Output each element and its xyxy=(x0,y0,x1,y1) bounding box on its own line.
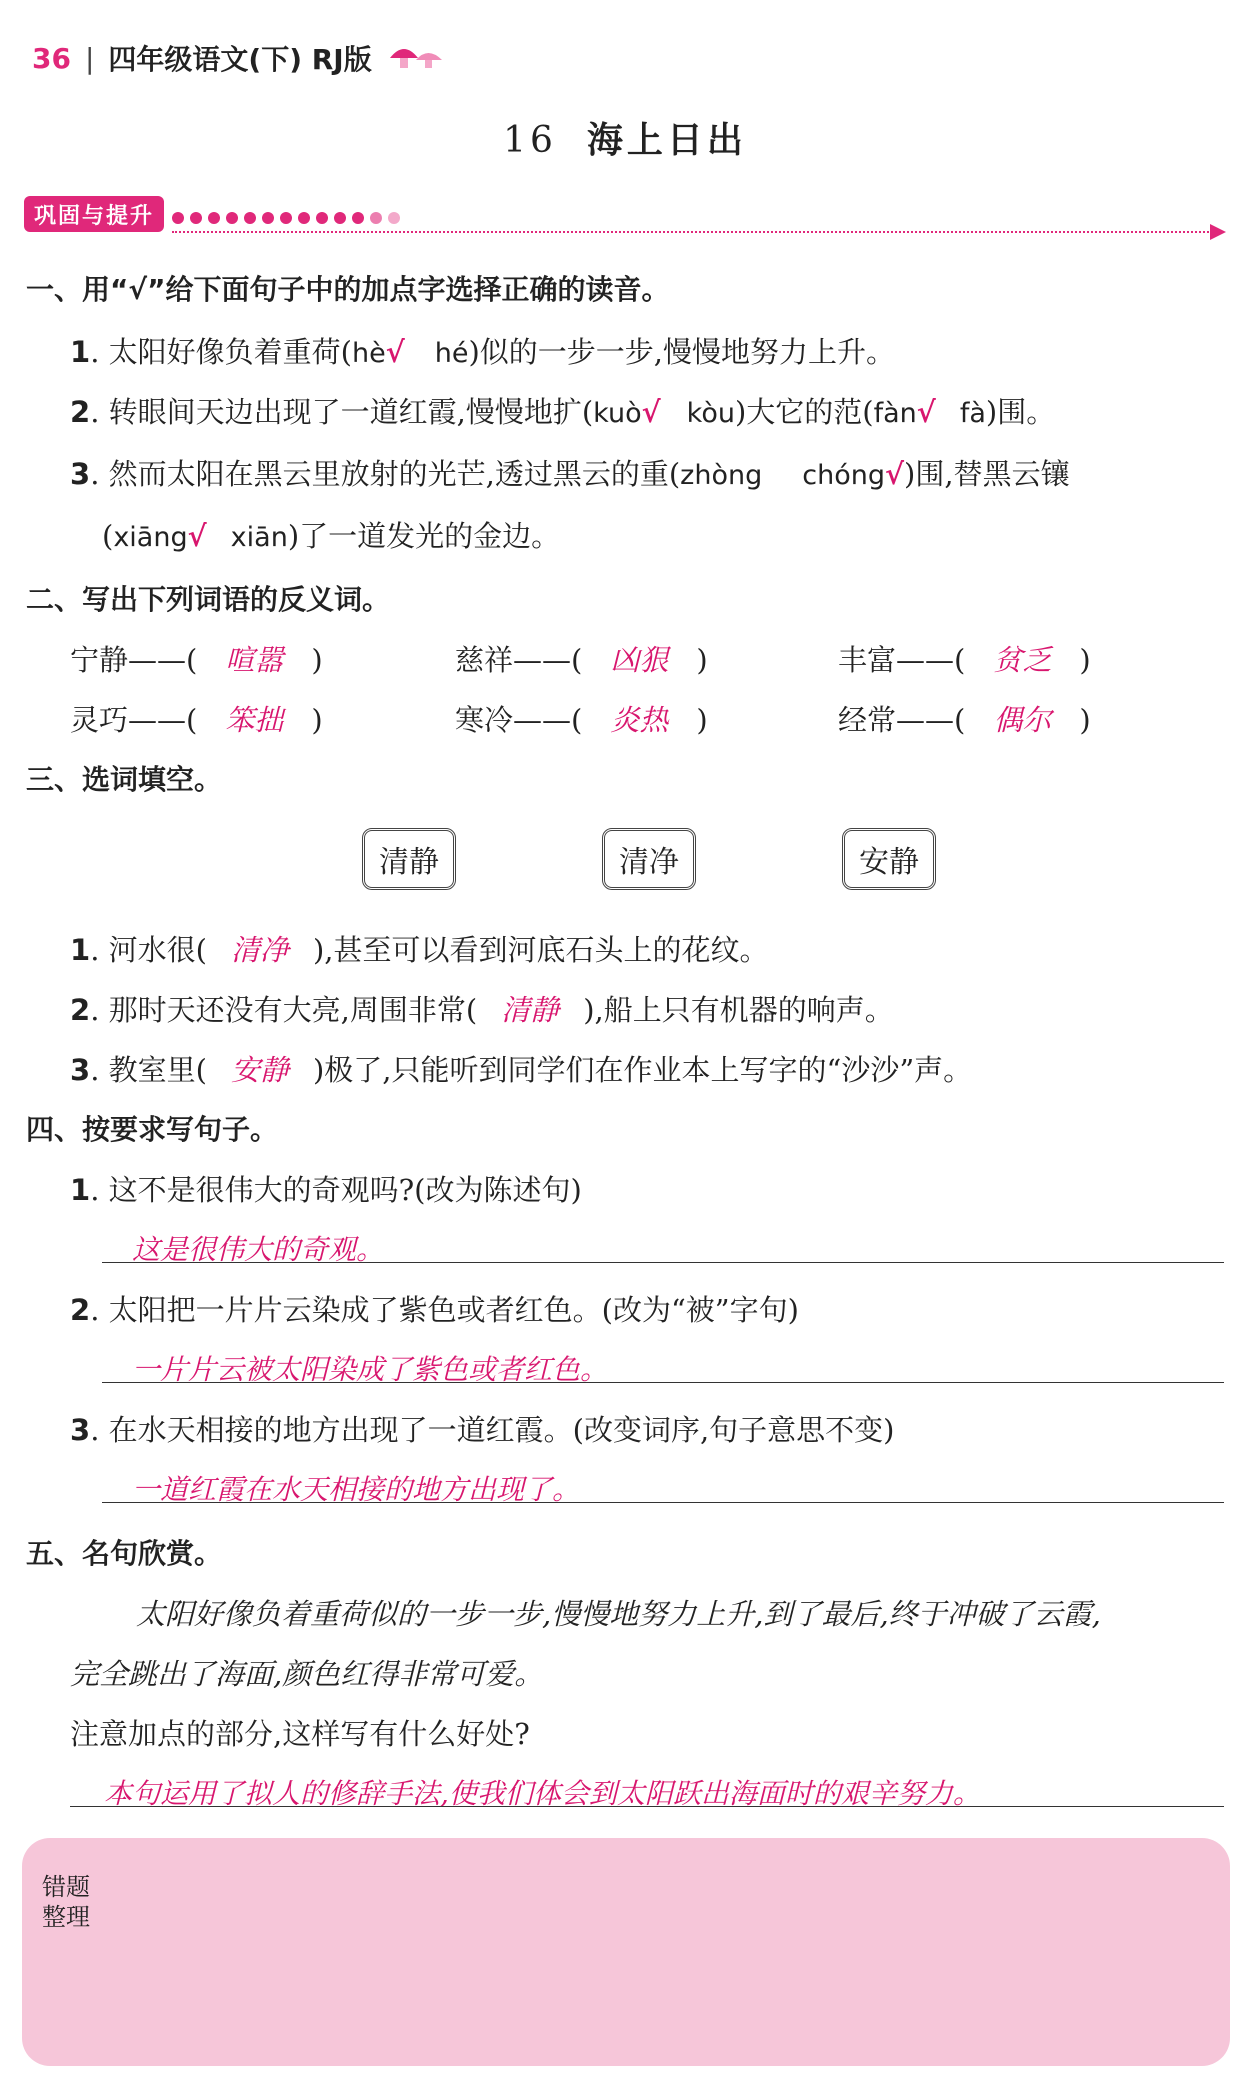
lesson-name: 海上日出 xyxy=(586,119,747,161)
s4-answer-2: 一片片云被太阳染成了紫色或者红色。 xyxy=(132,1353,609,1386)
s4-question-1: 1. 这不是很伟大的奇观吗?(改为陈述句) xyxy=(70,1173,582,1207)
s4-question-3: 3. 在水天相接的地方出现了一道红霞。(改变词序,句子意思不变) xyxy=(70,1413,895,1447)
page-number: 36 xyxy=(32,41,71,75)
s4-answer-3: 一道红霞在水天相接的地方出现了。 xyxy=(132,1473,581,1506)
answer-line xyxy=(70,1806,1224,1807)
wrong-answers-box[interactable] xyxy=(22,1838,1230,2066)
answer-line xyxy=(102,1262,1224,1263)
antonym-item: 慈祥——( 凶狠 ) xyxy=(455,643,708,677)
s3-question-2: 2. 那时天还没有大亮,周围非常( 清静 ),船上只有机器的响声。 xyxy=(70,993,894,1027)
antonym-item: 经常——( 偶尔 ) xyxy=(838,703,1091,737)
banner-line xyxy=(172,231,1212,233)
quote-line-1: 太阳好像负着重荷似的一步一步,慢慢地努力上升,到了最后,终于冲破了云霞, xyxy=(136,1597,1101,1631)
s3-question-3: 3. 教室里( 安静 )极了,只能听到同学们在作业本上写字的“沙沙”声。 xyxy=(70,1053,973,1087)
s5-question: 注意加点的部分,这样写有什么好处? xyxy=(70,1717,530,1751)
page-header xyxy=(32,38,446,78)
s3-question-1: 1. 河水很( 清净 ),甚至可以看到河底石头上的花纹。 xyxy=(70,933,769,967)
wrong-answers-label: 错题整理 xyxy=(42,1873,90,1931)
antonym-item: 宁静——( 喧嚣 ) xyxy=(70,643,323,677)
section-1-heading: 一、用“√”给下面句子中的加点字选择正确的读音。 xyxy=(26,273,670,306)
s5-answer: 本句运用了拟人的修辞手法,使我们体会到太阳跃出海面时的艰辛努力。 xyxy=(104,1777,981,1810)
s1-question-1: 1. 太阳好像负着重荷(hè√ hé)似的一步一步,慢慢地努力上升。 xyxy=(70,335,896,369)
answer-line xyxy=(102,1502,1224,1503)
check-mark-icon: √ xyxy=(187,519,207,553)
section-5-heading: 五、名句欣赏。 xyxy=(26,1537,223,1570)
check-mark-icon: √ xyxy=(385,335,405,369)
check-mark-icon: √ xyxy=(916,395,936,429)
section-4-heading: 四、按要求写句子。 xyxy=(26,1113,279,1146)
section-banner: 巩固与提升 xyxy=(24,196,164,232)
banner-arrow-icon xyxy=(1210,224,1226,240)
s1-question-2: 2. 转眼间天边出现了一道红霞,慢慢地扩(kuò√ kòu)大它的范(fàn√ fà)围。 xyxy=(70,395,1056,429)
antonym-item: 丰富——( 贫乏 ) xyxy=(838,643,1091,677)
header-separator: | xyxy=(84,41,95,75)
word-box: 清静 xyxy=(362,828,456,890)
quote-line-2: 完全跳出了海面,颜色红得非常可爱。 xyxy=(70,1657,544,1691)
section-2-heading: 二、写出下列词语的反义词。 xyxy=(26,583,391,616)
word-box: 安静 xyxy=(842,828,936,890)
section-3-heading: 三、选词填空。 xyxy=(26,763,223,796)
mushroom-icon xyxy=(386,40,446,77)
antonym-item: 寒冷——( 炎热 ) xyxy=(455,703,708,737)
s4-answer-1: 这是很伟大的奇观。 xyxy=(132,1233,385,1266)
answer-line xyxy=(102,1382,1224,1383)
lesson-number: 16 xyxy=(503,120,557,161)
book-title: 四年级语文(下) RJ版 xyxy=(108,43,372,76)
s1-question-3: 3. 然而太阳在黑云里放射的光芒,透过黑云的重(zhòng chóng√)围,替黑云镶 xyxy=(70,457,1070,491)
lesson-title xyxy=(0,112,1250,163)
s4-question-2: 2. 太阳把一片片云染成了紫色或者红色。(改为“被”字句) xyxy=(70,1293,799,1327)
check-mark-icon: √ xyxy=(884,457,905,491)
s1-question-3-line2: (xiāng√ xiān)了一道发光的金边。 xyxy=(102,519,561,553)
word-box: 清净 xyxy=(602,828,696,890)
check-mark-icon: √ xyxy=(641,395,661,429)
antonym-item: 灵巧——( 笨拙 ) xyxy=(70,703,323,737)
banner-dots xyxy=(172,212,400,224)
